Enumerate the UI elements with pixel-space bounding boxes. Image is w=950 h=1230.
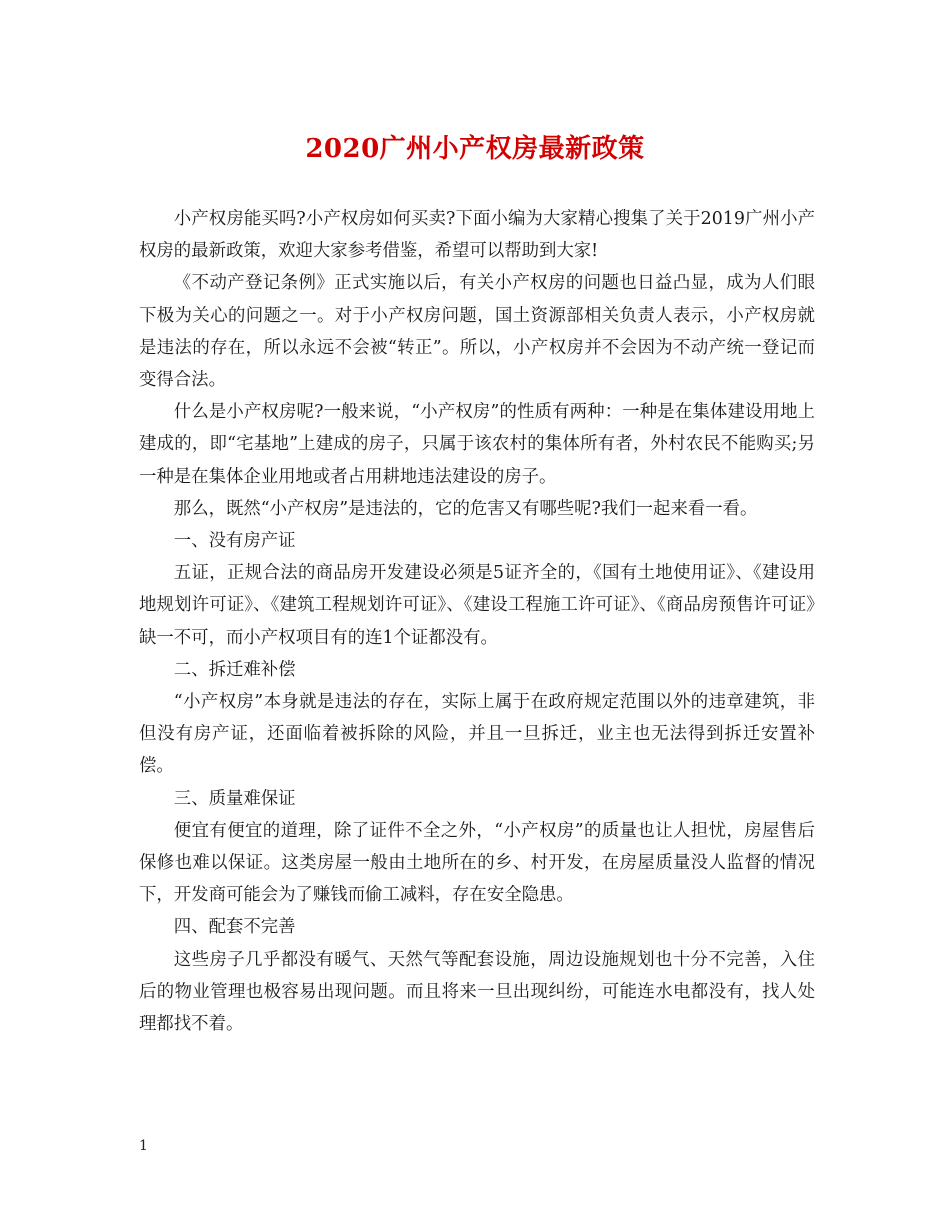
paragraph: 这些房子几乎都没有暖气、天然气等配套设施，周边设施规划也十分不完善，入住后的物业管理也极容易出现问题。而且将来一旦出现纠纷，可能连水电都没有，找人处理都找不着。 [139,949,815,1035]
paragraph: 《不动产登记条例》正式实施以后，有关小产权房的问题也日益凸显，成为人们眼下极为关心的问题之一。对于小产权房问题，国土资源部相关负责人表示，小产权房就是违法的存在，所以永远不会被“转正”。所以，小产权房并不会因为不动产统一登记而变得合法。 [139,273,815,391]
page-number: 1 [139,1138,148,1154]
section-heading: 一、没有房产证 [173,531,296,552]
document-title: 2020广州小产权房最新政策 [305,134,645,164]
paragraph: 五证，正规合法的商品房开发建设必须是5证齐全的，《国有土地使用证》、《建设用地规划许可证》、《建筑工程规划许可证》、《建设工程施工许可证》、《商品房预售许可证》缺一不可，而小产权项目有的连1个证都没有。 [139,563,815,648]
section-heading: 三、质量难保证 [173,788,296,809]
paragraph: 那么，既然“小产权房”是违法的，它的危害又有哪些呢?我们一起来看一看。 [173,498,758,519]
section-heading: 四、配套不完善 [173,917,296,938]
paragraph: 便宜有便宜的道理，除了证件不全之外，“小产权房”的质量也让人担忧，房屋售后保修也难以保证。这类房屋一般由土地所在的乡、村开发，在房屋质量没人监督的情况下，开发商可能会为了赚钱而偷工减料，存在安全隐患。 [139,820,815,906]
paragraph: 小产权房能买吗?小产权房如何买卖?下面小编为大家精心搜集了关于2019广州小产权房的最新政策，欢迎大家参考借鉴，希望可以帮助到大家! [139,209,815,262]
section-heading: 二、拆迁难补偿 [173,659,296,680]
paragraph: 什么是小产权房呢?一般来说，“小产权房”的性质有两种：一种是在集体建设用地上建成的，即“宅基地”上建成的房子，只属于该农村的集体所有者，外村农民不能购买;另一种是在集体企业用地或者占用耕地违法建设的房子。 [139,402,815,487]
paragraph: “小产权房”本身就是违法的存在，实际上属于在政府规定范围以外的违章建筑，非但没有房产证，还面临着被拆除的风险，并且一旦拆迁，业主也无法得到拆迁安置补偿。 [139,692,815,777]
document-body [139,203,815,1040]
